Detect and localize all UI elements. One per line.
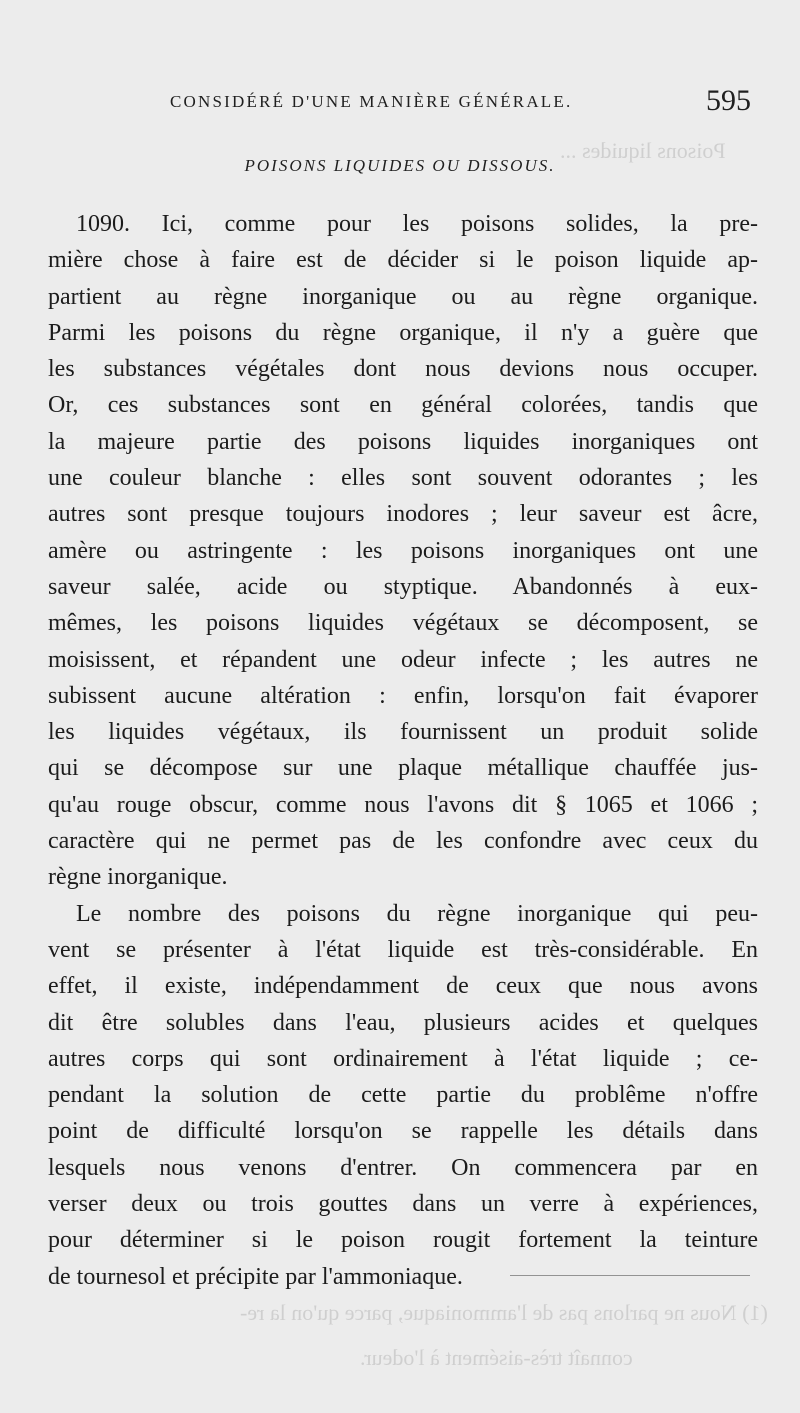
text-line: Parmi les poisons du règne organique, il n'y a guère que [48, 319, 758, 346]
section-title: POISONS LIQUIDES OU DISSOUS. [244, 156, 556, 175]
show-through-text: Poisons liquides ... [560, 138, 726, 163]
text-line: moisissent, et répandent une odeur infecte ; les autres ne [48, 646, 758, 673]
text-line: partient au règne inorganique ou au règne organique. [48, 283, 758, 310]
text-line: pendant la solution de cette partie du problême n'offre [48, 1082, 758, 1109]
text-line: une couleur blanche : elles sont souvent odorantes ; les [48, 465, 758, 492]
text-line: les liquides végétaux, ils fournissent un produit solide [48, 719, 758, 746]
text-line: 1090. Ici, comme pour les poisons solides, la pre- [76, 211, 758, 237]
text-line: la majeure partie des poisons liquides inorganiques ont [48, 428, 758, 455]
page-number: 595 [706, 84, 751, 117]
text-line: qu'au rouge obscur, comme nous l'avons dit § 1065 et 1066 ; [48, 791, 758, 818]
running-head [0, 84, 800, 128]
text-line: autres corps qui sont ordinairement à l'état liquide ; ce- [48, 1045, 758, 1072]
text-line: point de difficulté lorsqu'on se rappelle les détails dans [48, 1118, 758, 1145]
footnote-rule [510, 1275, 750, 1276]
text-line: dit être solubles dans l'eau, plusieurs acides et quelques [48, 1009, 758, 1036]
show-through-text: connaît très-aisément à l'odeur. [360, 1345, 633, 1370]
body-text [48, 206, 758, 1295]
text-line: qui se décompose sur une plaque métallique chauffée jus- [48, 755, 758, 782]
text-line: amère ou astringente : les poisons inorganiques ont une [48, 537, 758, 564]
text-line: règne inorganique. [48, 864, 228, 891]
text-line: de tournesol et précipite par l'ammoniaque. [48, 1263, 463, 1290]
text-line: caractère qui ne permet pas de les confondre avec ceux du [48, 828, 758, 855]
show-through-text: (1) Nous ne parlons pas de l'ammoniaque, parce qu'on la re- [240, 1300, 768, 1325]
text-line: pour déterminer si le poison rougit fortement la teinture [48, 1227, 758, 1254]
text-line: lesquels nous venons d'entrer. On commencera par en [48, 1154, 758, 1181]
text-line: autres sont presque toujours inodores ; leur saveur est âcre, [48, 501, 758, 528]
text-line: les substances végétales dont nous devions nous occuper. [48, 356, 758, 383]
text-line: Or, ces substances sont en général colorées, tandis que [48, 392, 758, 419]
text-line: mière chose à faire est de décider si le poison liquide ap- [48, 247, 758, 274]
text-line: subissent aucune altération : enfin, lorsqu'on fait évaporer [48, 682, 758, 709]
text-line: Le nombre des poisons du règne inorganique qui peu- [76, 900, 758, 927]
text-line: verser deux ou trois gouttes dans un verre à expériences, [48, 1191, 758, 1218]
text-line: effet, il existe, indépendamment de ceux que nous avons [48, 973, 758, 1000]
text-line: mêmes, les poisons liquides végétaux se décomposent, se [48, 610, 758, 637]
text-line: vent se présenter à l'état liquide est très-considérable. En [48, 936, 758, 963]
running-title: CONSIDÉRÉ D'UNE MANIÈRE GÉNÉRALE. [170, 92, 573, 111]
text-line: saveur salée, acide ou styptique. Abandonnés à eux- [48, 573, 758, 600]
